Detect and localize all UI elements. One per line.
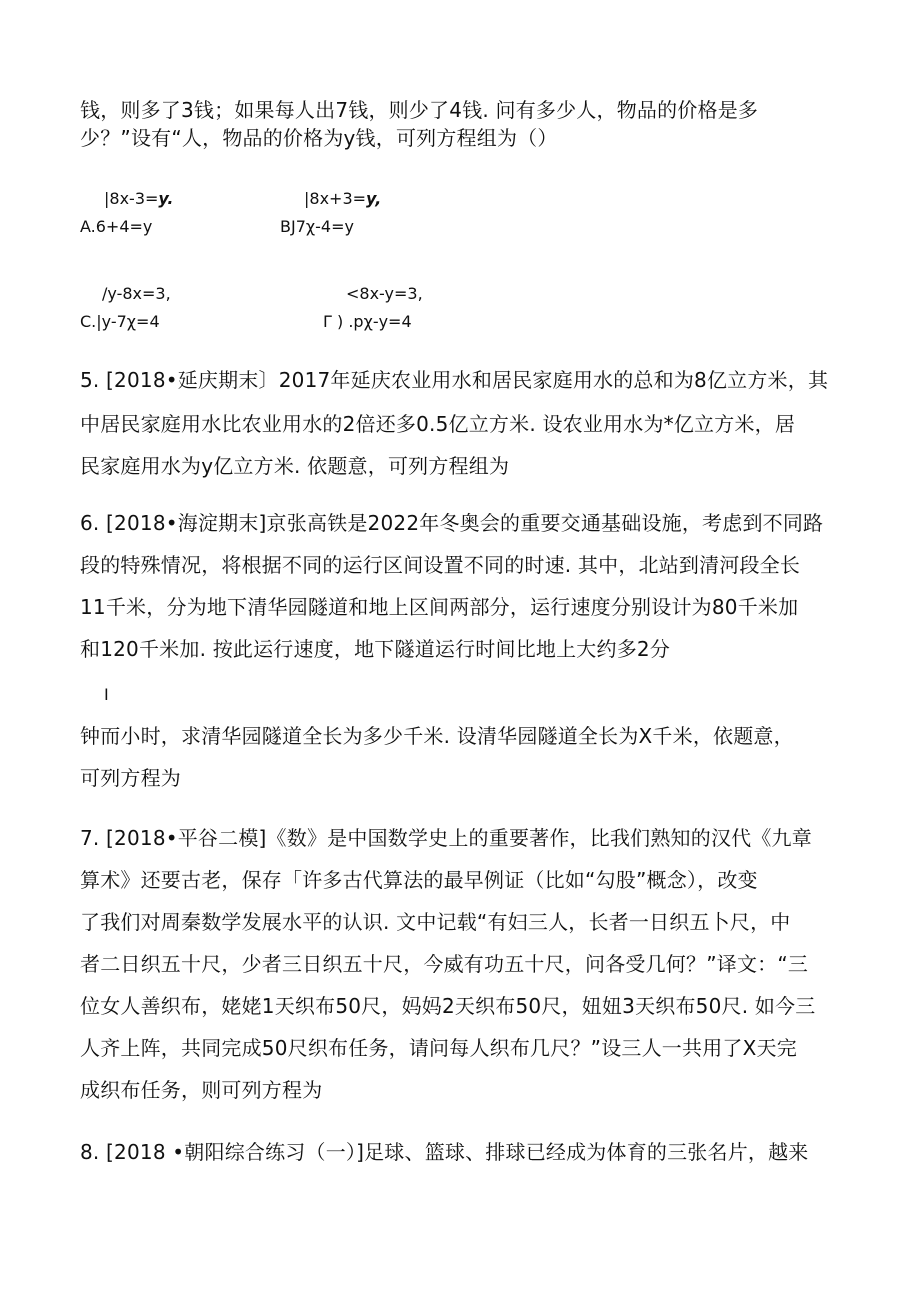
q8-text-line-1: 8. [2018 •朝阳综合练习（一）]足球、篮球、排球已经成为体育的三张名片，越来 bbox=[80, 1140, 809, 1164]
q7-text-line-6: 人齐上阵，共同完成50尺织布任务，请问每人织布几尺？”设三人一共用了X天完 bbox=[80, 1036, 797, 1060]
q6-text-line-1: 6. [2018•海淀期末]京张高铁是2022年冬奥会的重要交通基础设施，考虑到不同路 bbox=[80, 511, 824, 535]
q7-text-line-4: 者二日织五十尺，少者三日织五十尺，今威有功五十尺，问各受几何？”译文：“三 bbox=[80, 952, 809, 976]
q4-option-a: A.6+4=y bbox=[80, 217, 153, 236]
q4-option-b-top: |8x+3=y, bbox=[304, 189, 382, 208]
q4-text-line-1: 钱，则多了3钱；如果每人出7钱，则少了4钱. 问有多少人，物品的价格是多 bbox=[80, 98, 759, 122]
q6-text-line-2: 段的特殊情况，将根据不同的运行区间设置不同的时速. 其中，北站到清河段全长 bbox=[80, 553, 801, 577]
q6-text-line-6: 可列方程为 bbox=[80, 766, 181, 790]
q4-option-c: C.|y-7χ=4 bbox=[80, 312, 160, 331]
q7-text-line-5: 位女人善织布，姥姥1天织布50尺，妈妈2天织布50尺，妞妞3天织布50尺. 如今三 bbox=[80, 994, 816, 1018]
q6-fraction-fragment: I bbox=[104, 685, 109, 704]
q4-option-a-top: |8x-3=y. bbox=[104, 189, 174, 208]
q5-text-line-3: 民家庭用水为y亿立方米. 依题意，可列方程组为 bbox=[80, 454, 510, 478]
q6-text-line-5: 钟而小时，求清华园隧道全长为多少千米. 设清华园隧道全长为X千米，依题意， bbox=[80, 724, 794, 748]
q6-text-line-4: 和120千米加. 按此运行速度，地下隧道运行时间比地上大约多2分 bbox=[80, 637, 671, 661]
q6-text-line-3: 11千米，分为地下清华园隧道和地上区间两部分，运行速度分别设计为80千米加 bbox=[80, 595, 799, 619]
q7-text-line-1: 7. [2018•平谷二模]《数》是中国数学史上的重要著作，比我们熟知的汉代《九章 bbox=[80, 826, 812, 850]
q7-text-line-7: 成织布任务，则可列方程为 bbox=[80, 1078, 323, 1102]
q5-text-line-1: 5. [2018•延庆期末〕2017年延庆农业用水和居民家庭用水的总和为8亿立方米，其 bbox=[80, 368, 829, 392]
q4-text-line-2: 少？”设有“人，物品的价格为y钱，可列方程组为（） bbox=[80, 126, 558, 150]
q4-option-d: Γ ) .pχ-y=4 bbox=[323, 312, 412, 331]
q7-text-line-3: 了我们对周秦数学发展水平的认识. 文中记载“有妇三人，长者一日织五卜尺，中 bbox=[80, 910, 791, 934]
q4-option-b: BJ7χ-4=y bbox=[280, 217, 354, 236]
q4-option-c-top: /y-8x=3, bbox=[102, 284, 171, 303]
q4-option-d-top: <8x-y=3, bbox=[346, 284, 423, 303]
q7-text-line-2: 算术》还要古老，保存「许多古代算法的最早例证（比如“勾股”概念），改变 bbox=[80, 868, 758, 892]
q5-text-line-2: 中居民家庭用水比农业用水的2倍还多0.5亿立方米. 设农业用水为*亿立方米，居 bbox=[80, 412, 796, 436]
